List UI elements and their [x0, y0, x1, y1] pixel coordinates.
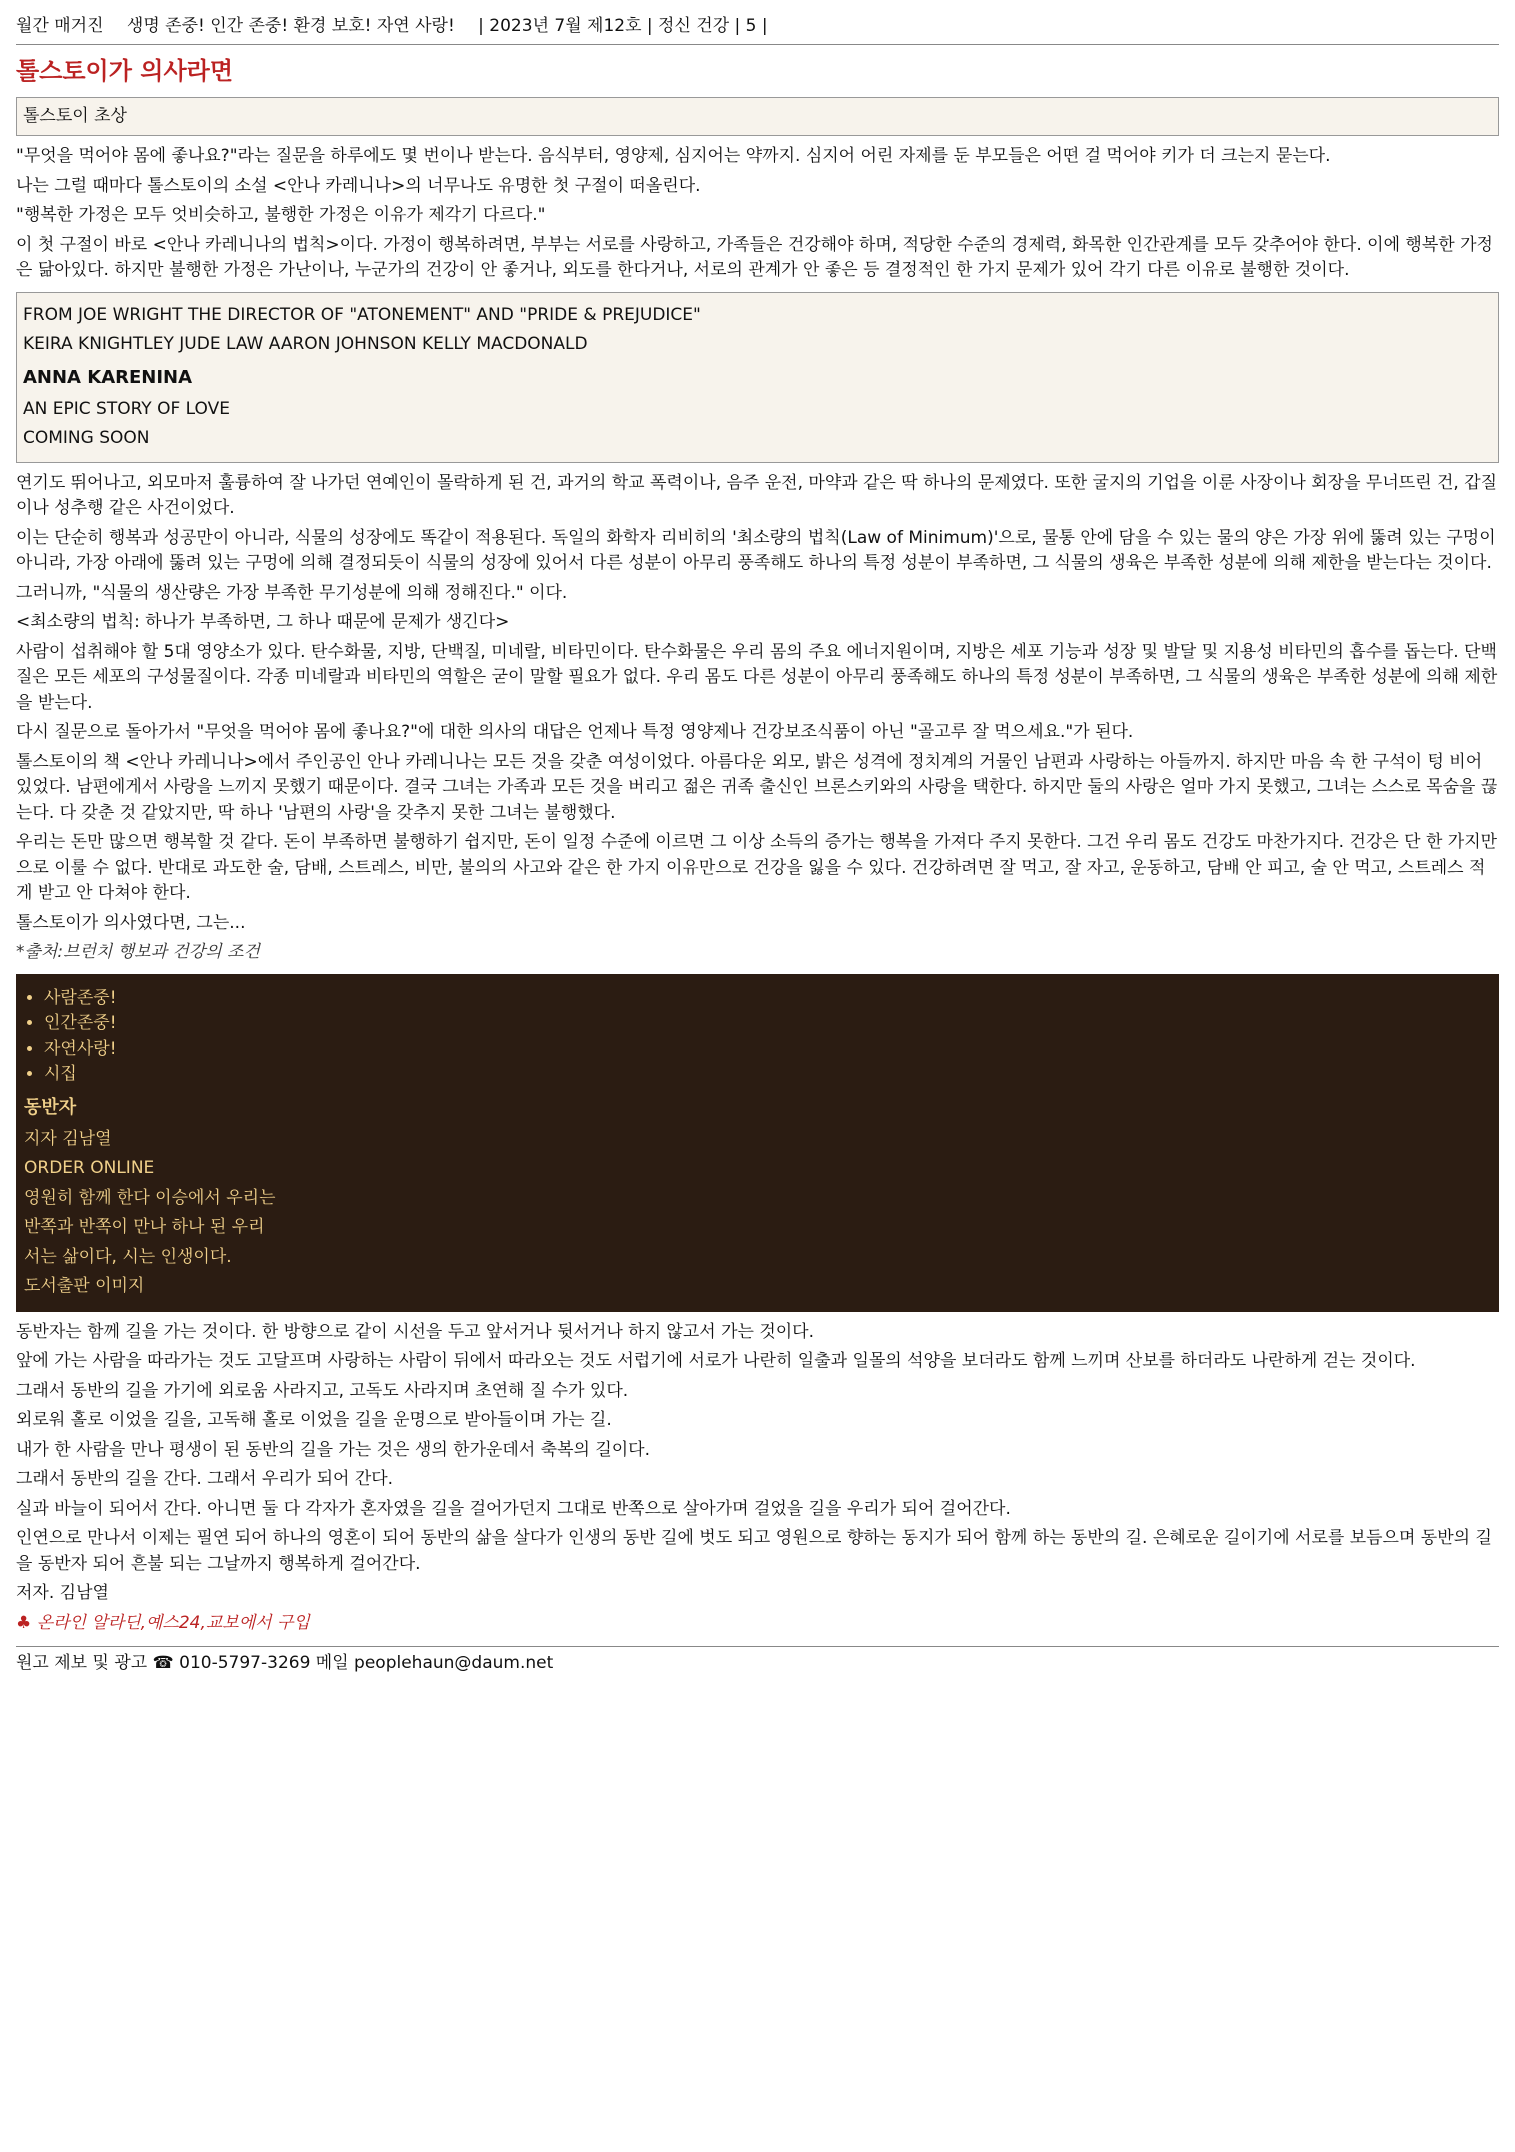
- magazine-name: 월간 매거진: [16, 16, 104, 36]
- cover-tagline-line: • 자연사랑!: [44, 1037, 1491, 1063]
- article-paragraph: 연기도 뛰어나고, 외모마저 훌륭하여 잘 나가던 연예인이 몰락하게 된 건, 과거의 학교 폭력이나, 음주 운전, 마약과 같은 딱 하나의 문제였다. 또한 굴지의 기업을 이룬 사장이나 회장을 무너뜨린 건, 갑질이나 성추행 같은 사건이었다.: [16, 472, 1498, 518]
- footer-contact: 원고 제보 및 광고 ☎ 010-5797-3269 메일 peoplehaun@daum.net: [16, 1653, 554, 1673]
- portrait-caption: 톨스토이 초상: [23, 105, 127, 126]
- article-paragraph: 톨스토이의 책 <안나 카레니나>에서 주인공인 안나 카레니나는 모든 것을 갖춘 여성이었다. 아름다운 외모, 밝은 성격에 정치계의 거물인 남편과 사랑하는 아들까지. 하지만 마음 속 한 구석이 텅 비어 있었다. 남편에게서 사랑을 느끼지 못했기 때문이다. 결국 그녀는 가족과 모든 것을 버리고 젊은 귀족 출신인 브론스키와의 사랑을 택한다. 하지만 둘의 사랑은 얼마 가지 못했고, 그녀는 스스로 목숨을 끊는다. 다 갖춘 것 같았지만, 딱 하나 '남편의 사랑'을 갖추지 못한 그녀는 불행했다.: [16, 751, 1498, 823]
- header-slogan: 생명 존중! 인간 존중! 환경 보호! 자연 사랑!: [126, 16, 455, 36]
- cover-author: 지자 김남열: [24, 1128, 112, 1149]
- cover-order: ORDER ONLINE: [24, 1158, 155, 1178]
- cover-tagline-line: • 사람존중!: [44, 986, 1491, 1012]
- article-title: 톨스토이가 의사라면: [16, 56, 234, 85]
- article-paragraph: 이는 단순히 행복과 성공만이 아니라, 식물의 성장에도 똑같이 적용된다. 독일의 화학자 리비히의 '최소량의 법칙(Law of Minimum)'으로, 물통 안에 담을 수 있는 물의 양은 가장 위에 뚫려 있는 구멍이 아니라, 가장 아래에 뚫려 있는 구멍에 의해 결정되듯이 식물의 성장에 있어서 다른 성분이 아무리 풍족해도 하나의 특정 성분이 부족하면, 그 식물의 생육은 부족한 성분에 의해 제한을 받는다는 것이다.: [16, 527, 1496, 573]
- buy-note: ♣ 온라인 알라딘,예스24,교보에서 구입: [16, 1612, 310, 1633]
- book-paragraph: 그래서 동반의 길을 가기에 외로움 사라지고, 고독도 사라지며 초연해 질 수가 있다.: [16, 1380, 629, 1401]
- anna-karenina-poster: [16, 292, 1499, 463]
- poster-tagline: AN EPIC STORY OF LOVE: [23, 398, 230, 419]
- article-paragraph: <최소량의 법칙: 하나가 부족하면, 그 하나 때문에 문제가 생긴다>: [16, 612, 510, 632]
- cover-right-text: 반쪽과 반쪽이 만나 하나 된 우리: [24, 1217, 265, 1237]
- poster-credit: FROM JOE WRIGHT THE DIRECTOR OF "ATONEMENT" AND "PRIDE & PREJUDICE": [23, 304, 701, 325]
- page-header: [16, 10, 1499, 45]
- main-article: [16, 53, 1499, 966]
- tolstoy-portrait: [16, 97, 1499, 137]
- article-paragraph: 나는 그럴 때마다 톨스토이의 소설 <안나 카레니나>의 너무나도 유명한 첫 구절이 떠올린다.: [16, 175, 701, 196]
- cover-tagline-line: • 시집: [44, 1062, 1491, 1088]
- book-paragraph: 외로워 홀로 이었을 길을, 고독해 홀로 이었을 길을 운명으로 받아들이며 가는 길.: [16, 1410, 612, 1430]
- book-paragraph: 그래서 동반의 길을 간다. 그래서 우리가 되어 간다.: [16, 1469, 394, 1489]
- book-paragraph: 앞에 가는 사람을 따라가는 것도 고달프며 사랑하는 사람이 뒤에서 따라오는 것도 서럽기에 서로가 나란히 일출과 일몰의 석양을 보더라도 함께 느끼며 산보를 하더라도 나란하게 걷는 것이다.: [16, 1351, 1416, 1371]
- cover-title: 동반자: [24, 1096, 77, 1118]
- article-paragraph: 사람이 섭취해야 할 5대 영양소가 있다. 탄수화물, 지방, 단백질, 미네랄, 비타민이다. 탄수화물은 우리 몸의 주요 에너지원이며, 지방은 세포 기능과 성장 및 발달 및 지용성 비타민의 흡수를 돕는다. 단백질은 모든 세포의 구성물질이다. 각종 미네랄과 비타민의 역할은 굳이 말할 필요가 없다. 우리 몸도 다른 성분이 아무리 풍족해도 하나의 특정 성분이 부족하면, 그 식물의 생육은 부족한 성분에 의해 제한을 받는다.: [16, 641, 1498, 713]
- book-paragraph: 내가 한 사람을 만나 평생이 된 동반의 길을 가는 것은 생의 한가운데서 축복의 길이다.: [16, 1439, 651, 1460]
- poster-title: ANNA KARENINA: [23, 366, 193, 388]
- cover-left-text: 영원히 함께 한다 이승에서 우리는: [24, 1187, 276, 1208]
- article-paragraph: 이 첫 구절이 바로 <안나 카레니나의 법칙>이다. 가정이 행복하려면, 부부는 서로를 사랑하고, 가족들은 건강해야 하며, 적당한 수준의 경제력, 화목한 인간관계를 모두 갖추어야 한다. 이에 행복한 가정은 닮아있다. 하지만 불행한 가정은 가난이나, 누군가의 건강이 안 좋거나, 외도를 한다거나, 서로의 관계가 안 좋은 등 결정적인 한 가지 문제가 있어 각기 다른 이유로 불행한 것이다.: [16, 234, 1493, 280]
- article-paragraph: "행복한 가정은 모두 엇비슷하고, 불행한 가정은 이유가 제각기 다르다.": [16, 205, 546, 225]
- cover-publisher: 도서출판 이미지: [24, 1276, 145, 1296]
- cover-tagline: [44, 986, 1491, 1088]
- book-paragraph: 실과 바늘이 되어서 간다. 아니면 둘 다 각자가 혼자였을 길을 걸어가던지 그대로 반쪽으로 살아가며 걸었을 길을 우리가 되어 걸어간다.: [16, 1498, 1011, 1519]
- cover-tagline-line: • 인간존중!: [44, 1011, 1491, 1037]
- page-footer: [16, 1646, 1499, 1681]
- book-paragraph: 인연으로 만나서 이제는 필연 되어 하나의 영혼이 되어 동반의 삶을 살다가 인생의 동반 길에 벗도 되고 영원으로 향하는 동지가 되어 함께 하는 동반의 길. 은혜로운 길이기에 서로를 보듬으며 동반의 길을 동반자 되어 흔불 되는 그날까지 행복하게 걸어간다.: [16, 1528, 1492, 1574]
- cover-motto: 서는 삶이다, 시는 인생이다.: [24, 1246, 232, 1267]
- book-section: [16, 974, 1499, 1637]
- article-paragraph: 그러니까, "식물의 생산량은 가장 부족한 무기성분에 의해 정해진다." 이다.: [16, 582, 568, 603]
- article-paragraph: "무엇을 먹어야 몸에 좋나요?"라는 질문을 하루에도 몇 번이나 받는다. 음식부터, 영양제, 심지어는 약까지. 심지어 어린 자제를 둔 부모들은 어떤 걸 먹어야 키가 더 크는지 묻는다.: [16, 146, 1331, 166]
- issue-info: | 2023년 7월 제12호 | 정신 건강 | 5 |: [478, 16, 768, 36]
- article-paragraph: 톨스토이가 의사였다면, 그는...: [16, 912, 246, 933]
- article-paragraph: 우리는 돈만 많으면 행복할 것 같다. 돈이 부족하면 불행하기 쉽지만, 돈이 일정 수준에 이르면 그 이상 소득의 증가는 행복을 가져다 주지 못한다. 그건 우리 몸도 건강도 마찬가지다. 건강은 단 한 가지만으로 이룰 수 없다. 반대로 과도한 술, 담배, 스트레스, 비만, 불의의 사고와 같은 한 가지 이유만으로 건강을 잃을 수 있다. 건강하려면 잘 먹고, 잘 자고, 운동하고, 담배 안 피고, 술 안 먹고, 스트레스 적게 받고 안 다쳐야 한다.: [16, 832, 1498, 903]
- poster-coming-soon: COMING SOON: [23, 428, 150, 448]
- book-cover: [16, 974, 1499, 1312]
- poster-cast: KEIRA KNIGHTLEY JUDE LAW AARON JOHNSON KELLY MACDONALD: [23, 334, 588, 354]
- article-paragraph: 다시 질문으로 돌아가서 "무엇을 먹어야 몸에 좋나요?"에 대한 의사의 대답은 언제나 특정 영양제나 건강보조식품이 아닌 "골고루 잘 먹으세요."가 된다.: [16, 722, 1134, 742]
- book-signature: 저자. 김남열: [16, 1583, 109, 1603]
- source-note: *출처:브런치 행보과 건강의 조건: [16, 942, 260, 962]
- book-paragraph: 동반자는 함께 길을 가는 것이다. 한 방향으로 같이 시선을 두고 앞서거나 뒷서거나 하지 않고서 가는 것이다.: [16, 1321, 815, 1342]
